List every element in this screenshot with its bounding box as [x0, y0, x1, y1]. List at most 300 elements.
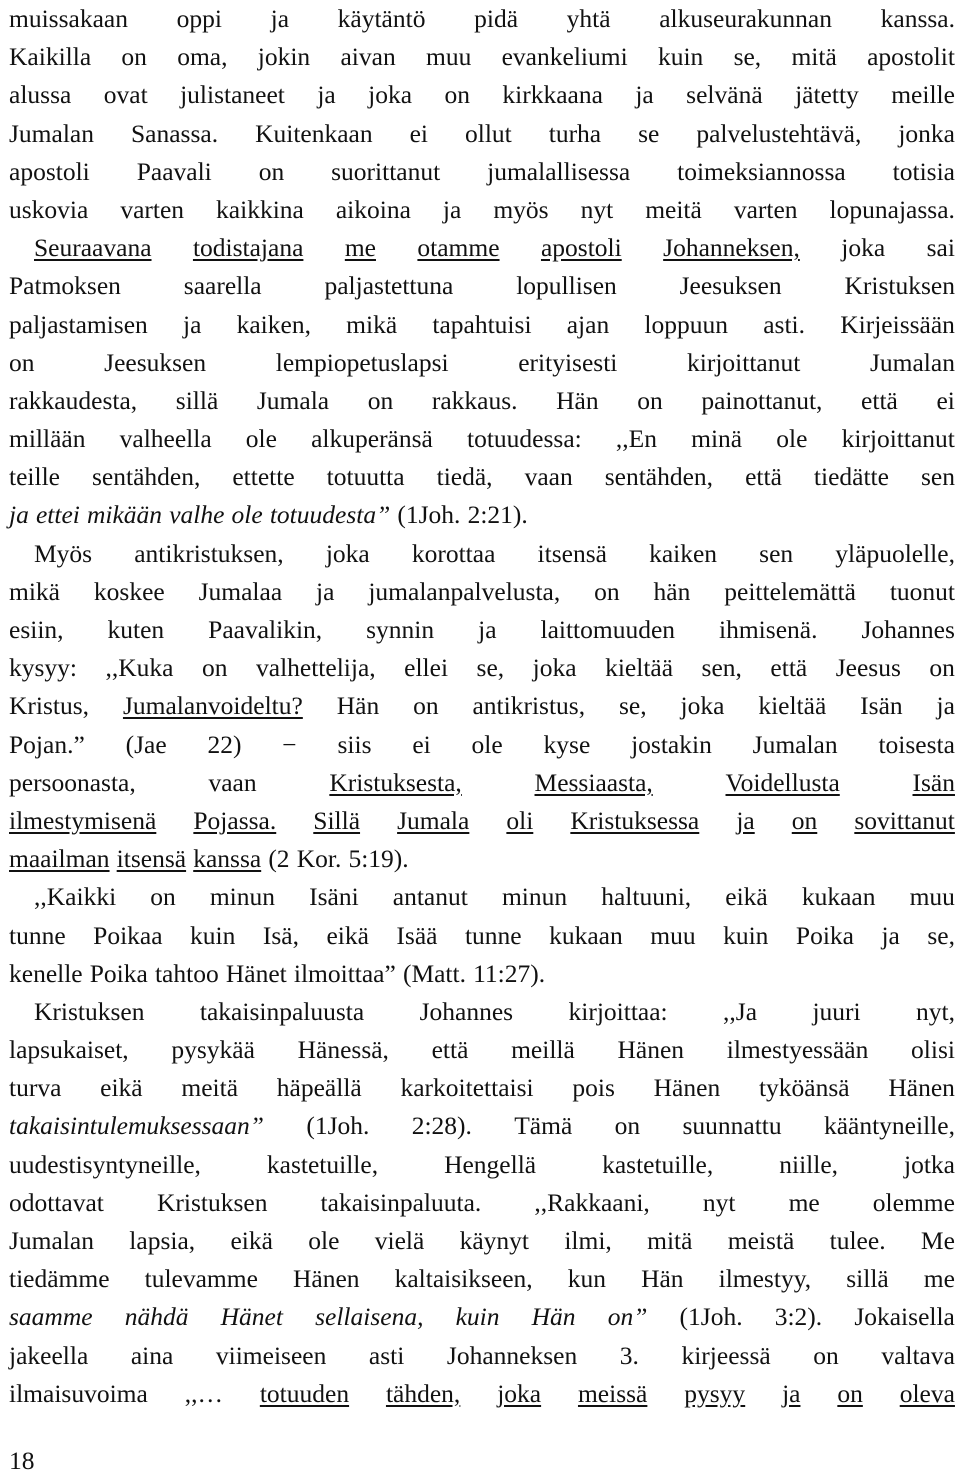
word: jokin [257, 42, 311, 72]
word: persoonasta, [9, 767, 136, 797]
word: suunnattu [682, 1111, 782, 1141]
word: sentähden, [604, 462, 714, 492]
word: nähdä [124, 1302, 189, 1332]
word: on” [607, 1302, 648, 1332]
word: se [638, 118, 660, 148]
word: ilmoittaa” [293, 958, 396, 988]
word: Isä, [262, 920, 299, 950]
word: tiedä, [436, 462, 493, 492]
word: jakeella [9, 1340, 89, 1370]
text-line [9, 115, 955, 153]
word: on [791, 805, 818, 835]
word: ja [183, 309, 202, 339]
word: muu [425, 42, 472, 72]
word: totuudesta” [269, 500, 391, 530]
word: erityisesti [518, 347, 618, 377]
word: mikään [86, 500, 163, 530]
word: varten [733, 194, 798, 224]
word: joka [680, 691, 725, 721]
word: Jumalan [752, 729, 838, 759]
text-line [9, 1337, 955, 1375]
word: Tämä [514, 1111, 573, 1141]
word: varten [120, 194, 185, 224]
word: ilmi, [564, 1226, 612, 1255]
word: 3. [619, 1340, 639, 1370]
word: ja [316, 576, 335, 606]
word: kukaan [801, 882, 876, 912]
word: kirjoittanut [841, 424, 955, 454]
word: Pojassa. [193, 805, 277, 835]
text-line [9, 496, 955, 534]
word: ,,En [615, 424, 657, 454]
text-line [9, 687, 955, 725]
word: korottaa [411, 538, 496, 568]
word: kieltää [605, 653, 674, 683]
text-line [9, 1184, 955, 1222]
text-line [9, 1260, 955, 1298]
word: tahtoo [154, 958, 219, 988]
word: Myös [34, 538, 93, 568]
word: pysyy [684, 1378, 746, 1408]
word: antikristuksen, [134, 538, 284, 568]
word: totuudessa: [467, 424, 582, 454]
text-line [9, 229, 955, 267]
word: sellaisena, [315, 1302, 424, 1332]
word: Jumalan [869, 347, 955, 377]
word: Hänen [653, 1073, 721, 1103]
word: (Jae [125, 729, 167, 759]
word: jumalanpalvelusta, [368, 576, 561, 606]
word: oli [506, 805, 534, 835]
word: se, [733, 42, 762, 72]
word: lapsukaiset, [9, 1035, 129, 1065]
text-line [9, 153, 955, 191]
word: hän [653, 576, 691, 606]
word: Kristuksesta, [329, 767, 462, 797]
page-number: 18 [9, 1446, 35, 1475]
word: (1Joh. [679, 1302, 743, 1332]
word: on [637, 385, 663, 415]
word: kuin [723, 920, 769, 950]
text-line [9, 344, 955, 382]
word: Jumalaa [198, 576, 283, 606]
word: valhettelija, [256, 653, 376, 683]
word: apostoli [540, 233, 622, 263]
word: valhe [169, 500, 225, 530]
word: on [594, 576, 620, 606]
word: palvelustehtävä, [696, 118, 862, 148]
word: ,,Kuka [105, 653, 174, 683]
word: joka [532, 653, 577, 683]
word: toimeksiannossa [677, 156, 846, 186]
word: uskovia [9, 194, 89, 224]
word: Kristuksessa [570, 805, 700, 835]
word: totuutta [326, 462, 405, 492]
word: odottavat [9, 1187, 104, 1217]
word: eikä [725, 882, 768, 912]
word: se, [476, 653, 505, 683]
word: Pojan.” [9, 729, 85, 759]
word: paljastettuna [324, 271, 454, 301]
word: Hänessä, [297, 1035, 389, 1065]
word: on [837, 1378, 863, 1408]
word: ja [317, 80, 336, 110]
word: rakkaudesta, [9, 385, 138, 415]
word: lopullisen [516, 271, 617, 301]
word: asti [368, 1340, 405, 1370]
word: olemme [872, 1187, 955, 1217]
text-line [9, 611, 955, 649]
word: antikristus, [472, 691, 586, 721]
word: Hänen [292, 1264, 360, 1294]
word: Jokaisella [854, 1302, 955, 1332]
word: aina [130, 1340, 174, 1370]
word: jotka [904, 1149, 955, 1179]
word: ,,… [184, 1378, 223, 1408]
word: ettei [35, 500, 80, 530]
text-line [9, 802, 955, 840]
word: apostoli [9, 156, 90, 186]
word: Sanassa. [130, 118, 219, 148]
word: kastetuille, [602, 1149, 714, 1179]
word: Patmoksen [9, 271, 121, 301]
word: 22) [207, 729, 242, 759]
word: Hänen [617, 1035, 685, 1065]
word: Kristuksen [156, 1187, 268, 1217]
word: vaan [208, 767, 257, 797]
word: 3:2). [774, 1302, 823, 1332]
word: Isän [860, 691, 903, 721]
word: Jeesus [835, 653, 901, 683]
word: se, [927, 920, 955, 950]
word: evankeliumi [501, 42, 628, 72]
word: kenelle [9, 958, 83, 988]
word: selvänä [686, 80, 763, 110]
word: Voidellusta [725, 767, 840, 797]
word: Johanneksen, [663, 233, 800, 263]
word: meillä [511, 1035, 575, 1065]
word: takaisintulemuksessaan” [9, 1111, 264, 1141]
word: Jumala [397, 805, 470, 835]
text-line [9, 993, 955, 1031]
word: ilmestyessään [726, 1035, 869, 1065]
word: ei [409, 118, 428, 148]
word: eikä [230, 1226, 273, 1255]
word: 2:21). [467, 500, 528, 530]
word: sai [926, 233, 955, 263]
word: asti. [763, 309, 806, 339]
word: mitä [791, 42, 837, 72]
word: ole [231, 500, 263, 530]
text-line [9, 0, 955, 38]
document-page [9, 0, 955, 1413]
word: ole [776, 424, 808, 454]
word: nyt, [916, 996, 955, 1026]
word: Hänet [220, 1302, 283, 1332]
word: muu [650, 920, 696, 950]
word: kirkkaana [502, 80, 603, 110]
word: myös [493, 194, 549, 224]
word: saamme [9, 1302, 93, 1332]
word: ei [936, 385, 955, 415]
word: ole [308, 1226, 340, 1255]
text-line [9, 1298, 955, 1336]
word: takaisinpaluusta [199, 996, 365, 1026]
word: jumalallisessa [487, 156, 631, 186]
word: ,,Ja [723, 996, 758, 1026]
word: muissakaan [9, 4, 128, 33]
word: siis [337, 729, 372, 759]
word: ellei [404, 653, 449, 683]
word: Hengellä [444, 1149, 537, 1179]
word: tulee. [829, 1226, 886, 1255]
word: oleva [899, 1378, 955, 1408]
word: kaltaisikseen, [394, 1264, 533, 1294]
word: totuuden [259, 1378, 350, 1408]
word: tunne [9, 920, 66, 950]
word: tulevamme [144, 1264, 258, 1294]
word: synnin [366, 615, 435, 644]
word: ollut [464, 118, 512, 148]
word: turva [9, 1073, 62, 1103]
word: Jumalan [9, 1226, 94, 1255]
word: ja [442, 194, 462, 224]
word: antanut [392, 882, 468, 912]
word: ole [245, 424, 277, 454]
word: on [202, 653, 228, 683]
word: Hän [336, 691, 380, 721]
word: sentähden, [92, 462, 201, 492]
word: pois [572, 1073, 615, 1103]
word: tuonut [889, 576, 955, 606]
word: kuten [107, 615, 165, 644]
word: sen, [701, 653, 742, 683]
word: Hän [531, 1302, 576, 1332]
word: 11:27). [473, 958, 546, 988]
word: Kristuksen [844, 271, 955, 301]
word: valheella [119, 424, 212, 454]
word: sillä [846, 1264, 889, 1294]
word: on [413, 691, 439, 721]
word: paljastamisen [9, 309, 148, 339]
word: ja [782, 1378, 801, 1408]
word: vaan [524, 462, 573, 492]
word: − [282, 729, 297, 759]
word: teille [9, 462, 60, 492]
word: valtava [881, 1340, 955, 1370]
text-line [9, 38, 955, 76]
word: lempiopetuslapsi [275, 347, 449, 377]
word: tiedämme [9, 1264, 110, 1294]
word: (1Joh. [397, 500, 461, 530]
word: meistä [727, 1226, 795, 1255]
text-line [9, 1375, 955, 1413]
word: ja [936, 691, 955, 721]
text-line [9, 458, 955, 496]
word: on [614, 1111, 641, 1141]
word: on [929, 653, 955, 683]
word: loppuun [644, 309, 729, 339]
word: meille [891, 80, 955, 110]
word: uudestisyntyneille, [9, 1149, 201, 1179]
text-line [9, 1069, 955, 1107]
word: kaikkina [216, 194, 304, 224]
word: Hänen [888, 1073, 955, 1103]
word: yläpuolelle, [835, 538, 955, 568]
word: joka [841, 233, 886, 263]
word: minun [501, 882, 568, 912]
text-line [9, 267, 955, 305]
word: ilmestymisenä [9, 805, 157, 835]
word: pidä [474, 4, 519, 33]
word: aivan [340, 42, 396, 72]
word: Hän [556, 385, 599, 415]
word: Jumalanvoideltu? [122, 691, 303, 721]
word: kaiken, [236, 309, 311, 339]
word: mitä [647, 1226, 693, 1255]
word: Paavali [136, 156, 212, 186]
word: on [150, 882, 176, 912]
word: Poika [795, 920, 854, 950]
word: alkuseurakunnan [659, 4, 832, 33]
word: otamme [417, 233, 500, 263]
word: Paavalikin, [208, 615, 323, 644]
word: alkuperänsä [311, 424, 433, 454]
word: Jeesuksen [679, 271, 782, 301]
word: oma, [177, 42, 228, 72]
word: on [121, 42, 147, 72]
word: kuin [190, 920, 236, 950]
word: Poikaa [93, 920, 163, 950]
word: Kristuksen [34, 996, 145, 1026]
word: Messiaasta, [534, 767, 653, 797]
word: Jeesuksen [104, 347, 207, 377]
word: (2 [268, 844, 290, 874]
word: joka [368, 80, 413, 110]
text-line [9, 764, 955, 802]
word: Isäni [309, 882, 359, 912]
word: mikä [9, 576, 60, 606]
word: kanssa. [880, 4, 955, 33]
text-line [9, 382, 955, 420]
word: kääntyneille, [823, 1111, 955, 1141]
word: Me [920, 1226, 955, 1255]
word: käynyt [459, 1226, 530, 1255]
text-line [9, 191, 955, 229]
text-line [9, 726, 955, 764]
word: tapahtuisi [432, 309, 532, 339]
word: Isän [912, 767, 955, 797]
word: juuri [812, 996, 861, 1026]
word: kyse [543, 729, 591, 759]
word: on [258, 156, 285, 186]
word: Jumala [256, 385, 330, 415]
text-line [9, 1031, 955, 1069]
word: ilmaisuvoima [9, 1378, 148, 1408]
word: todistajana [192, 233, 304, 263]
word: ja [270, 4, 290, 33]
word: on [444, 80, 470, 110]
word: että [861, 385, 898, 415]
word: ilmestyy, [718, 1264, 812, 1294]
word: joka [325, 538, 370, 568]
text-line [9, 1107, 955, 1145]
word: kaiken [649, 538, 718, 568]
word: eikä [100, 1073, 143, 1103]
word: sen [920, 462, 955, 492]
word: aikoina [335, 194, 411, 224]
word: tähden, [385, 1378, 461, 1408]
word: apostolit [867, 42, 955, 72]
word: toisesta [878, 729, 955, 759]
word: kysyy: [9, 653, 78, 683]
word: ei [412, 729, 431, 759]
word: rakkaus. [431, 385, 518, 415]
word: kukaan [549, 920, 623, 950]
word: itsensä [537, 538, 607, 568]
word: jätetty [795, 80, 859, 110]
word: pysykää [171, 1035, 255, 1065]
word: Johanneksen [446, 1340, 578, 1370]
word: ovat [103, 80, 148, 110]
text-line [9, 955, 955, 993]
word: joka [497, 1378, 542, 1408]
word: ja [9, 500, 29, 530]
text-line [9, 76, 955, 114]
word: (Matt. [402, 958, 466, 988]
word: Johannes [861, 615, 955, 644]
word: jostakin [631, 729, 712, 759]
word: turha [548, 118, 602, 148]
word: haltuuni, [601, 882, 692, 912]
word: minä [691, 424, 743, 454]
word: esiin, [9, 615, 64, 644]
word: tunne [464, 920, 522, 950]
word: niille, [779, 1149, 839, 1179]
word: Hänet [225, 958, 287, 988]
word: että [770, 653, 808, 683]
word: Johannes [419, 996, 514, 1026]
word: on [813, 1340, 839, 1370]
word: oppi [176, 4, 222, 33]
word: me [344, 233, 376, 263]
text-line [9, 917, 955, 955]
word: kun [567, 1264, 606, 1294]
word: ja [478, 615, 497, 644]
word: Poika [89, 958, 148, 988]
word: Hän [641, 1264, 684, 1294]
text-line [9, 1146, 955, 1184]
word: jonka [898, 118, 955, 148]
word: kirjoittaa: [568, 996, 668, 1026]
word: muu [909, 882, 955, 912]
word: nyt [580, 194, 614, 224]
word: Kuitenkaan [255, 118, 373, 148]
word: ettette [232, 462, 295, 492]
word: käytäntö [337, 4, 426, 33]
word: painottanut, [701, 385, 823, 415]
word: olisi [911, 1035, 955, 1065]
word: totisia [892, 156, 955, 186]
word: Seuraavana [34, 233, 152, 263]
word: sillä [175, 385, 219, 415]
word: karkoitettaisi [400, 1073, 534, 1103]
word: ,,Kaikki [34, 882, 117, 912]
word: 5:19). [348, 844, 409, 874]
word: tiedätte [813, 462, 889, 492]
word: lapsia, [129, 1226, 196, 1255]
word: ja [635, 80, 654, 110]
